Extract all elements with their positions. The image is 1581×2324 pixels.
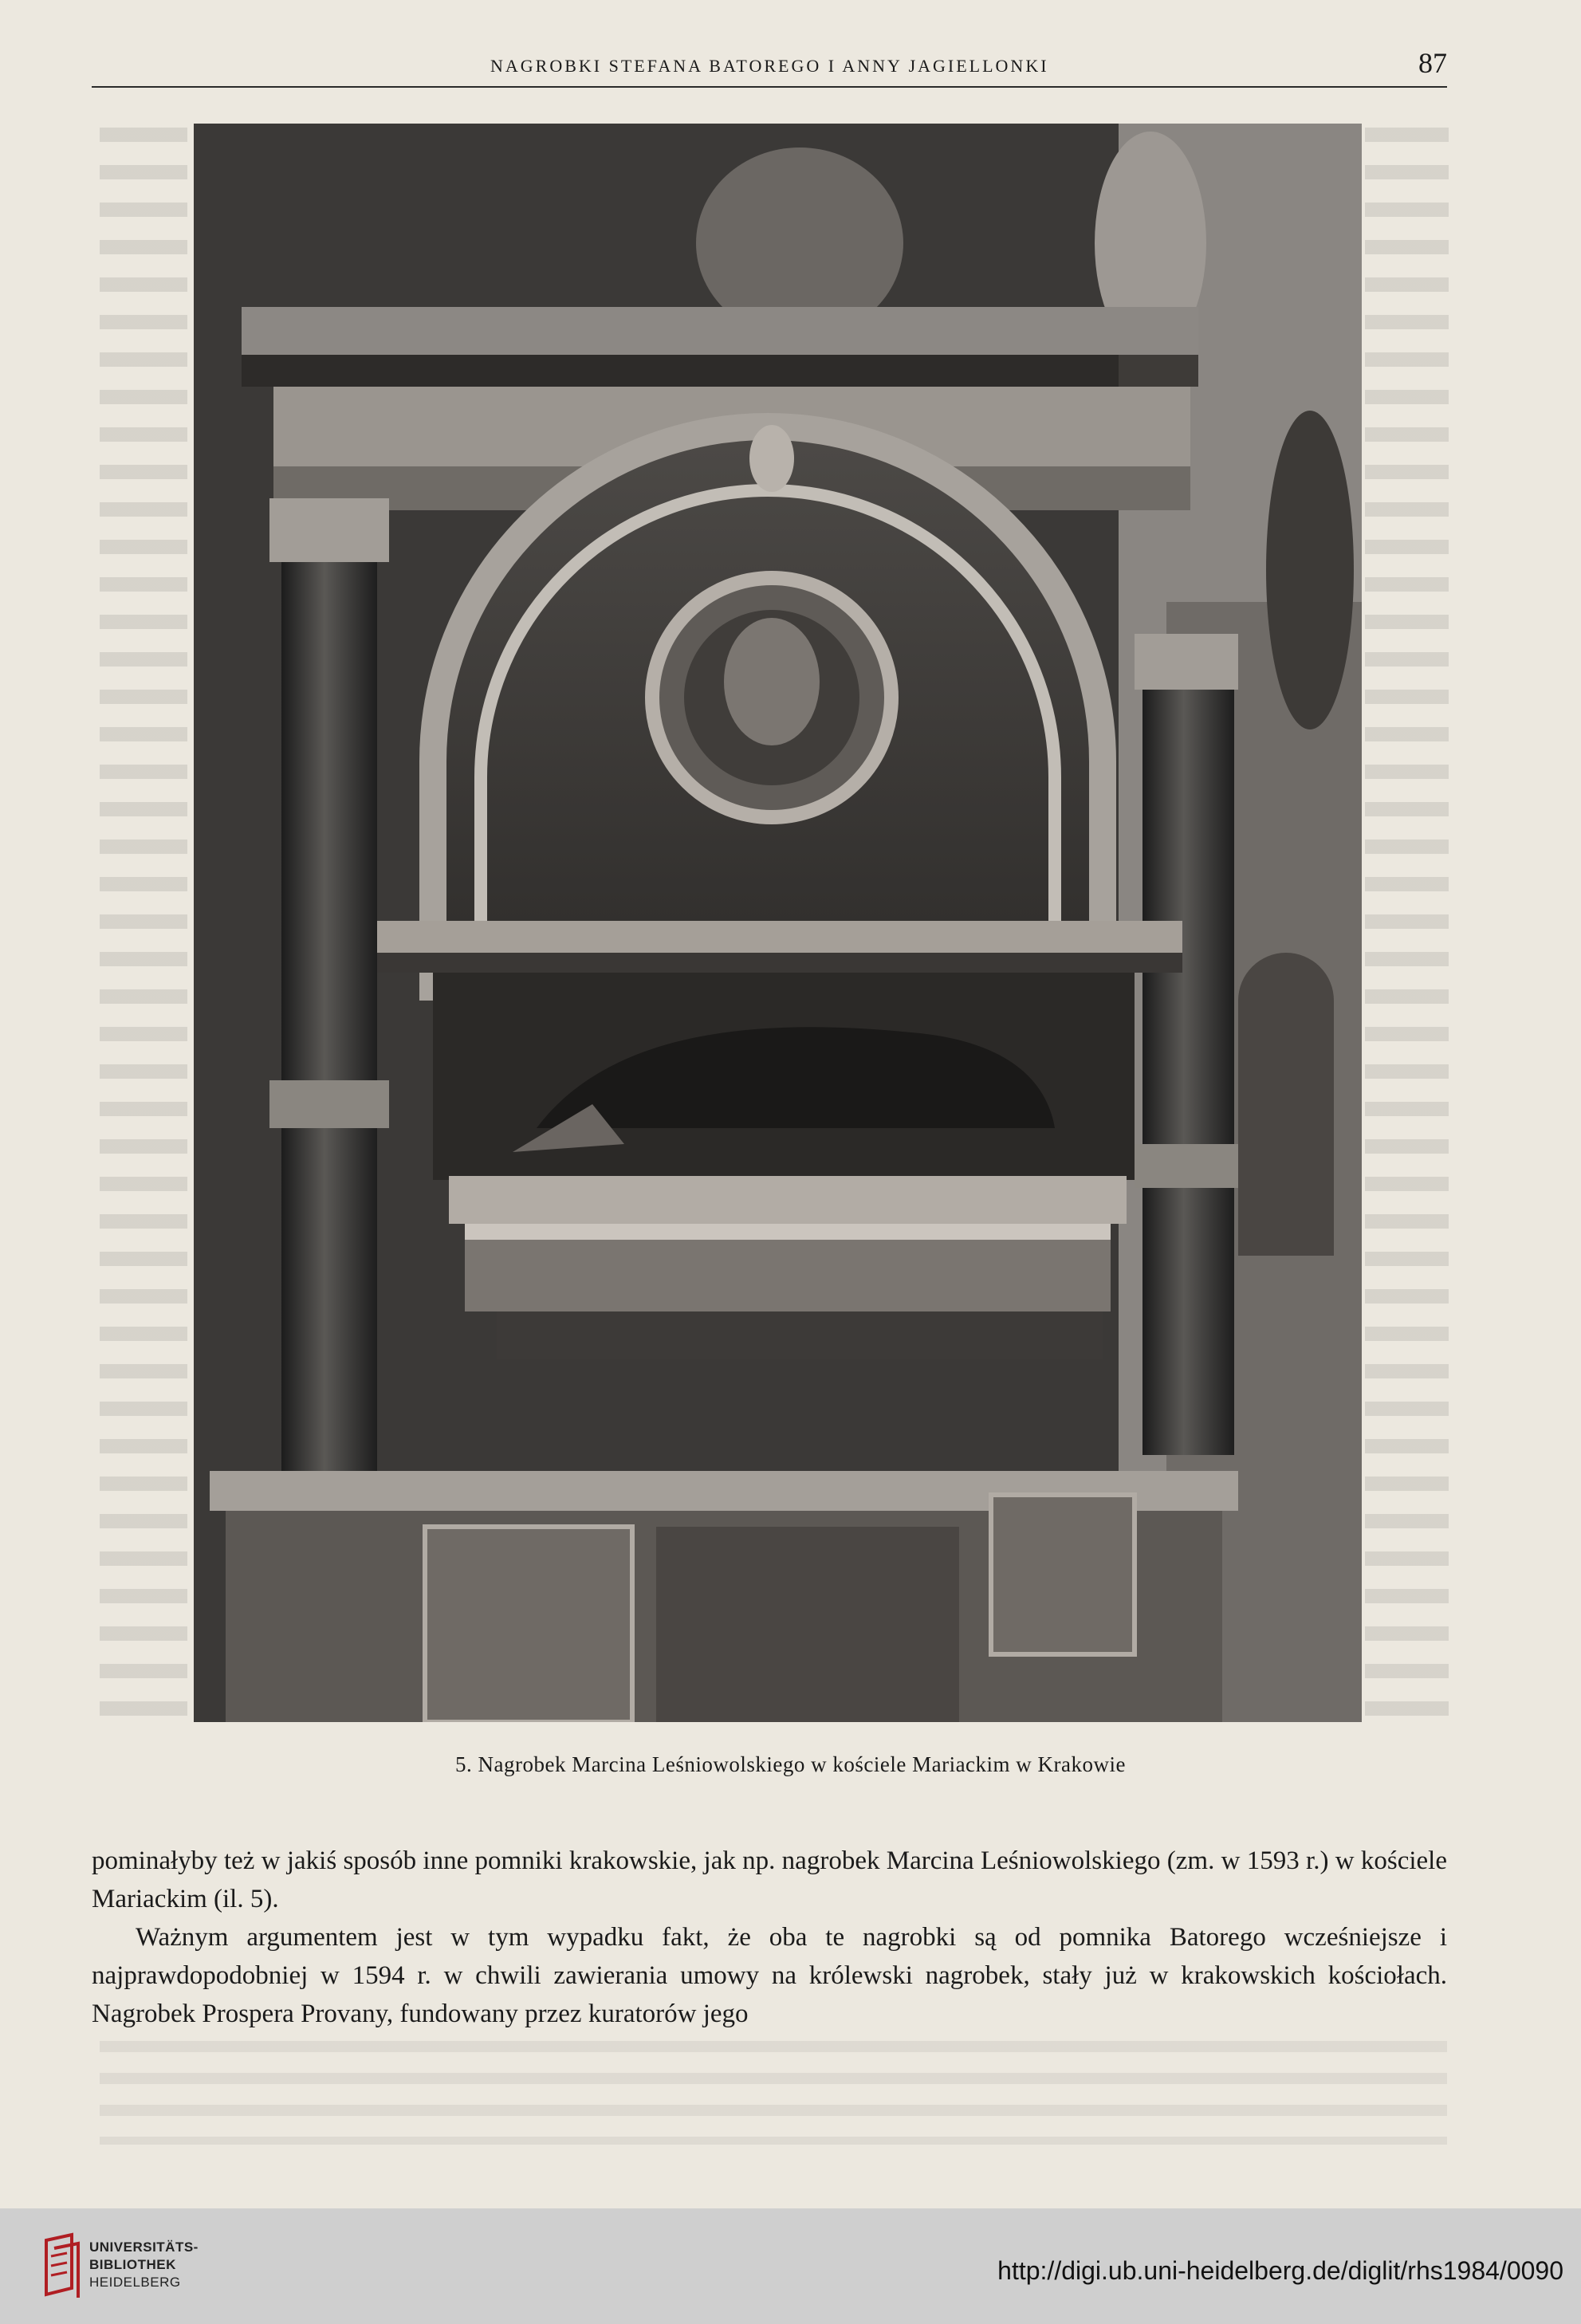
source-url-link[interactable]: http://digi.ub.uni-heidelberg.de/diglit/rhs1984/0090 <box>997 2256 1563 2285</box>
digitization-footer <box>0 2208 1581 2324</box>
tomb-illustration <box>194 124 1362 1722</box>
show-through-left <box>100 128 187 1722</box>
show-through-right <box>1365 128 1449 1722</box>
running-header <box>92 46 1447 86</box>
tomb-photograph <box>194 124 1362 1722</box>
library-name-line2: BIBLIOTHEK <box>89 2257 176 2272</box>
paragraph-1: pominałyby też w jakiś sposób inne pomniki krakowskie, jak np. nagrobek Marcina Leśniowolskiego (zm. w 1593 r.) w kościele Mariackim (il. 5). <box>92 1846 1447 1913</box>
show-through-bottom <box>100 2041 1447 2145</box>
library-name-line1: UNIVERSITÄTS- <box>89 2239 199 2255</box>
header-rule <box>92 86 1447 88</box>
library-name-line3: HEIDELBERG <box>89 2275 181 2290</box>
running-title: NAGROBKI STEFANA BATOREGO I ANNY JAGIELLONKI <box>490 56 1049 76</box>
library-name <box>89 2239 199 2291</box>
body-text <box>92 1842 1447 2033</box>
figure-caption: 5. Nagrobek Marcina Leśniowolskiego w kościele Mariackim w Krakowie <box>454 1752 1126 1776</box>
page-number: 87 <box>1418 47 1447 79</box>
paragraph-2: Ważnym argumentem jest w tym wypadku fakt, że oba te nagrobki są od pomnika Batorego wcześniejsze i najprawdopodobniej w 1594 r. w chwili zawierania umowy na królewski nagrobek, stały już w krakowskich kościołach. Nagrobek Prospera Provany, fundowany przez kuratorów jego <box>92 1923 1447 2028</box>
library-logo-icon <box>40 2232 84 2300</box>
